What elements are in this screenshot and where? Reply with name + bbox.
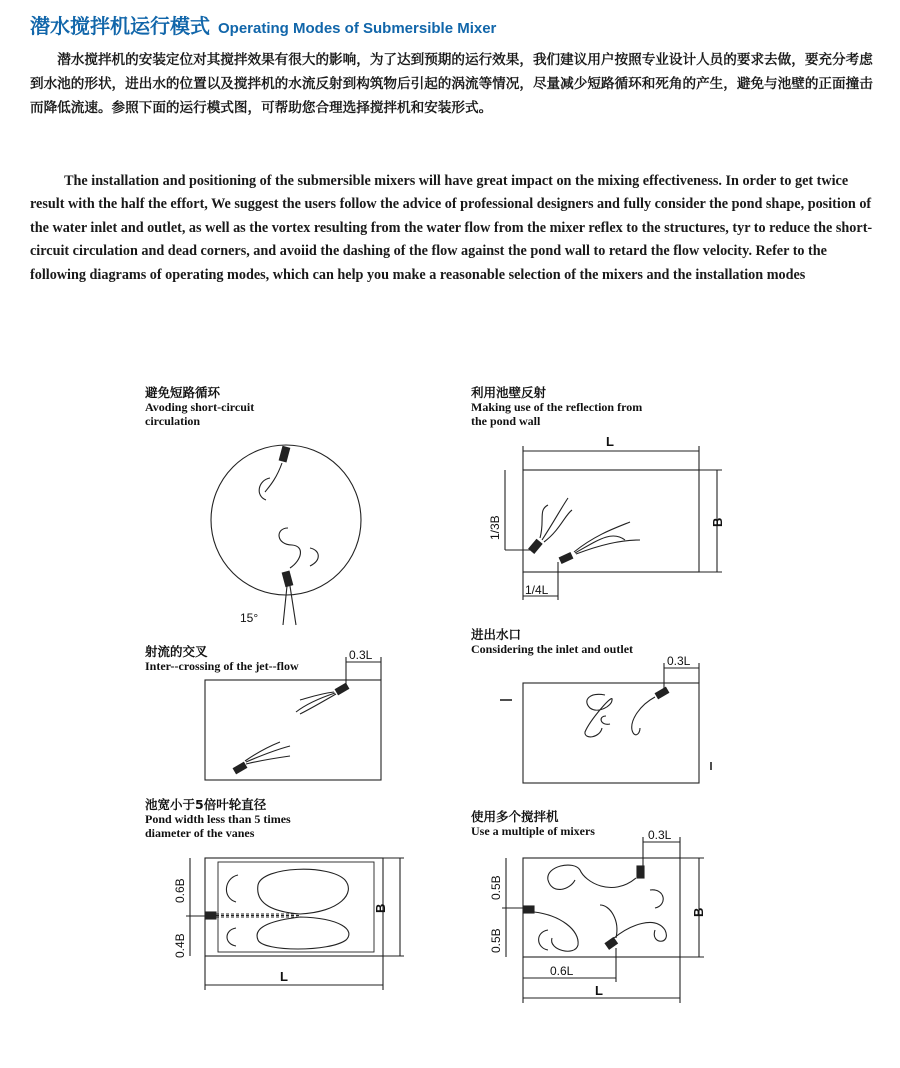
- diagram-multiple-mixers: [489, 828, 706, 1003]
- caption-en-line1: Pond width less than 5 times: [145, 812, 291, 826]
- caption-cn: 避免短路循环: [145, 385, 221, 400]
- caption-en-line2: diameter of the vanes: [145, 826, 255, 840]
- caption-cn: 射流的交叉: [145, 644, 208, 659]
- mixer-icon: [529, 539, 542, 553]
- dim-label-lower: 0.4B: [173, 933, 187, 958]
- caption-cn: 使用多个搅拌机: [471, 809, 559, 824]
- dim-label-quarter: 1/4L: [525, 583, 549, 597]
- dim-label-B: B: [710, 517, 725, 527]
- dim-label: 0.3L: [648, 828, 672, 842]
- mixer-icon: [637, 866, 644, 878]
- vortex-curve: [650, 890, 663, 908]
- dim-label: 0.3L: [667, 654, 691, 668]
- diagram-short-circuit: [211, 445, 361, 625]
- pond-outline: [205, 680, 381, 780]
- diagram-inlet-outlet: [500, 654, 711, 783]
- vortex-curve: [310, 548, 318, 566]
- intro-paragraph-chinese: 潜水搅拌机的安装定位对其搅拌效果有很大的影响，为了达到预期的运行效果，我们建议用户按照专业设计人员的要求去做，要充分考虑到水池的形状，进出水的位置以及搅拌机的水流反射到构筑物后引起的涡流等情况，尽量减少短路循环和死角的产生，避免与池壁的正面撞击而降低流速。参照下面的运行模式图，可帮助您合理选择搅拌机和安装形式。: [30, 52, 873, 116]
- caption-en-line1: Inter--crossing of the jet--flow: [145, 659, 299, 673]
- flow-line: [600, 905, 617, 938]
- vortex-curve: [601, 716, 610, 724]
- mixer-icon: [655, 687, 668, 698]
- flow-line: [548, 865, 636, 889]
- dim-label-L: L: [606, 434, 614, 449]
- vortex-curve: [539, 930, 548, 950]
- angle-label: 15°: [240, 611, 259, 625]
- flow-line: [585, 694, 612, 737]
- dim-label-half-bottom: 0.5B: [489, 928, 503, 953]
- intro-paragraph-english: The installation and positioning of the submersible mixers will have great impact on the mixing effectiveness. In order to get twice result with the half the effort, We suggest the users follow the advice of professional designers and fully consider the pond shape, position of the water inlet and outlet, as well as the vortex resulting from the water flow from the mixer reflex to the structures, tyr to reduce the short-circuit circulation and dead corners, and avoiid the dashing of the flow against the pond wall to retard the flow velocity. Refer to the following diagrams of operating modes, which can help you make a reasonable selection of the mixers and the installation modes: [30, 173, 873, 283]
- title-english: Operating Modes of Submersible Mixer: [218, 20, 497, 37]
- flow-loop-lower: [257, 917, 349, 949]
- flow-loop-upper: [258, 869, 349, 914]
- caption-en-line1: Making use of the reflection from: [471, 400, 643, 414]
- mixer-icon: [605, 938, 617, 949]
- jet-line: [300, 694, 336, 714]
- mixer-icon: [206, 912, 216, 919]
- pond-outline: [523, 683, 699, 783]
- dim-label-L: L: [280, 969, 288, 984]
- pond-outline-outer: [205, 858, 383, 956]
- mixer-icon: [524, 906, 534, 913]
- caption-en-line1: Avoding short-circuit: [145, 400, 255, 414]
- caption-cn: 进出水口: [471, 627, 522, 642]
- caption-en-line1: Considering the inlet and outlet: [471, 642, 634, 656]
- dim-label-L: L: [595, 983, 603, 998]
- flow-line: [632, 697, 655, 735]
- dim-label-B: B: [373, 903, 388, 913]
- title-chinese: 潜水搅拌机运行模式: [30, 14, 210, 38]
- jet-line: [216, 914, 300, 917]
- diagram-narrow-pond: [173, 858, 404, 990]
- dim-label-half-top: 0.5B: [489, 875, 503, 900]
- mixer-icon: [335, 683, 348, 694]
- jet-line: [246, 756, 290, 764]
- dim-label-upper: 0.6B: [173, 878, 187, 903]
- caption-cn: 利用池壁反射: [471, 385, 547, 400]
- vortex-curve: [227, 928, 236, 946]
- caption-en-line2: circulation: [145, 414, 201, 428]
- flow-line: [614, 922, 666, 941]
- dim-label-third: 1/3B: [488, 515, 502, 540]
- mixer-icon: [282, 571, 292, 586]
- pond-outline: [523, 470, 699, 572]
- flow-line: [265, 463, 282, 492]
- jet-line: [574, 522, 630, 552]
- mixer-icon: [233, 762, 246, 773]
- pond-outline-inner: [218, 862, 374, 952]
- jet-line: [300, 692, 334, 700]
- angle-line: [290, 586, 296, 625]
- vortex-curve: [259, 478, 270, 500]
- flow-line: [279, 528, 300, 568]
- caption-cn: 池宽小于5倍叶轮直径: [145, 797, 267, 812]
- diagram-jet-crossing: [205, 648, 381, 780]
- jet-line: [575, 536, 625, 553]
- mixer-icon: [279, 446, 289, 461]
- caption-en-line2: the pond wall: [471, 414, 541, 428]
- dim-label-B: B: [691, 907, 706, 917]
- diagram-wall-reflection: [488, 434, 725, 600]
- angle-line: [283, 586, 287, 625]
- vortex-curve: [226, 875, 238, 902]
- dim-label-sixL: 0.6L: [550, 964, 574, 978]
- mixer-icon: [559, 553, 572, 564]
- caption-en-line1: Use a multiple of mixers: [471, 824, 595, 838]
- dim-label: 0.3L: [349, 648, 373, 662]
